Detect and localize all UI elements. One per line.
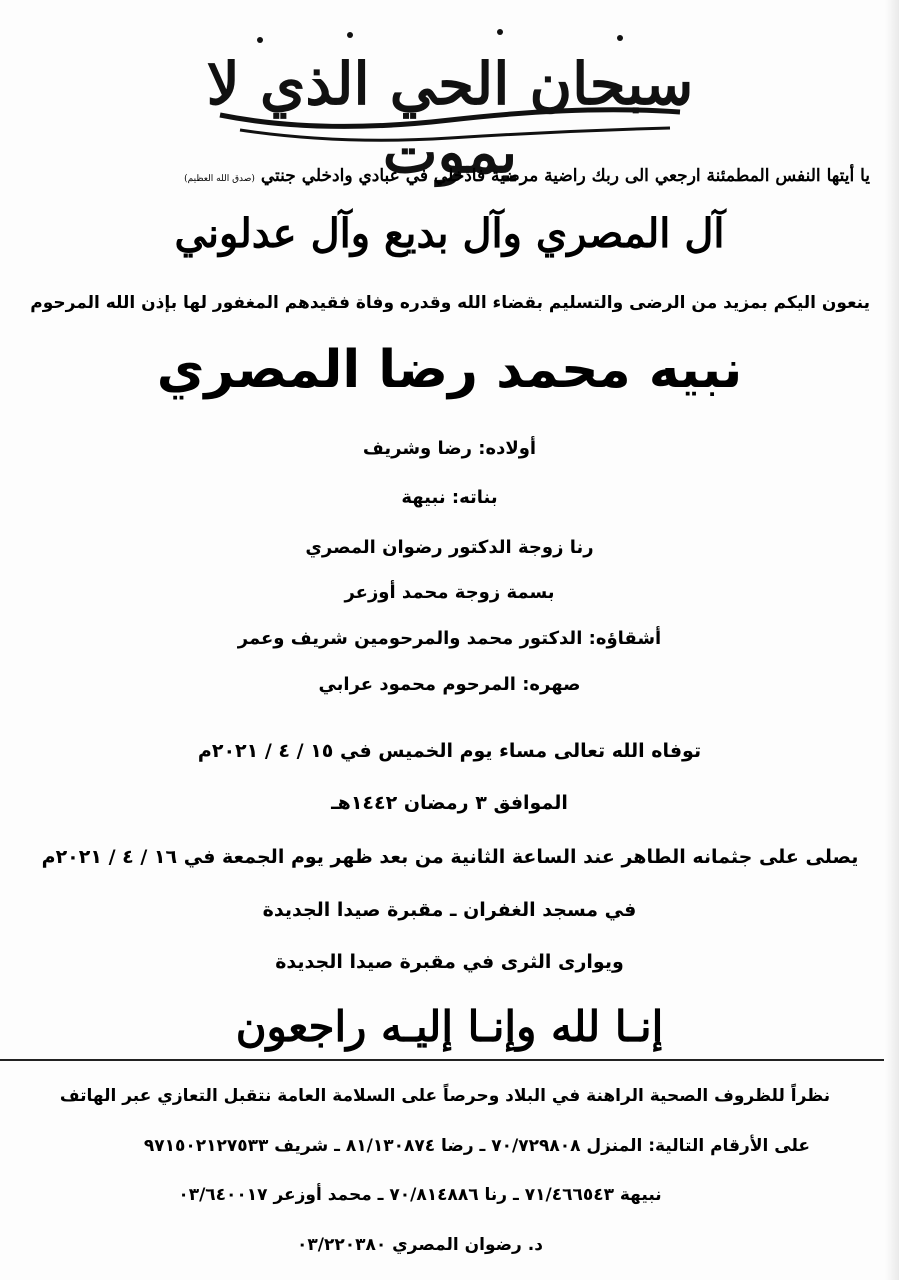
section-divider [0, 1059, 884, 1061]
relatives-sons: أولاده: رضا وشريف [362, 438, 537, 459]
relatives-daughter-rana: رنا زوجة الدكتور رضوان المصري [305, 537, 594, 558]
hijri-date-line: الموافق ٣ رمضان ١٤٤٢هـ [331, 792, 568, 814]
phone-numbers-line-2: نبيهة ٧١/٤٦٦٥٤٣ ـ رنا ٧٠/٨١٤٨٨٦ ـ محمد أوزعر ٠٣/٦٤٠٠١٧ [178, 1185, 662, 1205]
condolence-notice: نظراً للظروف الصحية الراهنة في البلاد وحرصاً على السلامة العامة نتقبل التعازي عبر الهاتف [59, 1086, 831, 1106]
verse-source: (صدق الله العظيم) [184, 174, 255, 184]
relatives-inlaw: صهره: المرحوم محمود عرابي [318, 674, 581, 695]
death-date-line: توفاه الله تعالى مساء يوم الخميس في ١٥ / ٤ / ٢٠٢١م [197, 740, 702, 762]
phone-numbers-line-1: على الأرقام التالية: المنزل ٧٠/٧٢٩٨٠٨ ـ رضا ٨١/١٣٠٨٧٤ ـ شريف ٩٧١٥٠٢١٢٧٥٣٣ [143, 1136, 810, 1156]
families-heading: آل المصري وآل بديع وآل عدلوني [174, 210, 725, 257]
funeral-prayer-line: يصلى على جثمانه الطاهر عند الساعة الثانية من بعد ظهر يوم الجمعة في ١٦ / ٤ / ٢٠٢١م [41, 846, 859, 868]
relatives-siblings: أشقاؤه: الدكتور محمد والمرحومين شريف وعمر [237, 628, 662, 649]
relatives-daughters: بناته: نبيهة [401, 487, 498, 508]
closing-phrase: إنـا لله وإنـا إليـه راجعون [235, 1002, 664, 1051]
quran-verse [30, 166, 870, 186]
phone-numbers-line-3: د. رضوان المصري ٠٣/٢٢٠٣٨٠ [297, 1235, 543, 1255]
calligraphy-text: سبحان الحي الذي لا يموت [206, 50, 694, 186]
announcement-text: ينعون اليكم بمزيد من الرضى والتسليم بقضاء الله وقدره وفاة فقيدهم المغفور لها بإذن الله المرحوم [30, 293, 870, 313]
relatives-daughter-basma: بسمة زوجة محمد أوزعر [344, 582, 555, 603]
deceased-name: نبيه محمد رضا المصري [156, 340, 743, 400]
burial-line: ويوارى الثرى في مقبرة صيدا الجديدة [275, 951, 624, 973]
verse-text: يا أيتها النفس المطمئنة ارجعي الى ربك راضية مرضية فادخلي في عبادي وادخلي جنتي [260, 166, 870, 186]
funeral-mosque-line: في مسجد الغفران ـ مقبرة صيدا الجديدة [262, 899, 637, 921]
